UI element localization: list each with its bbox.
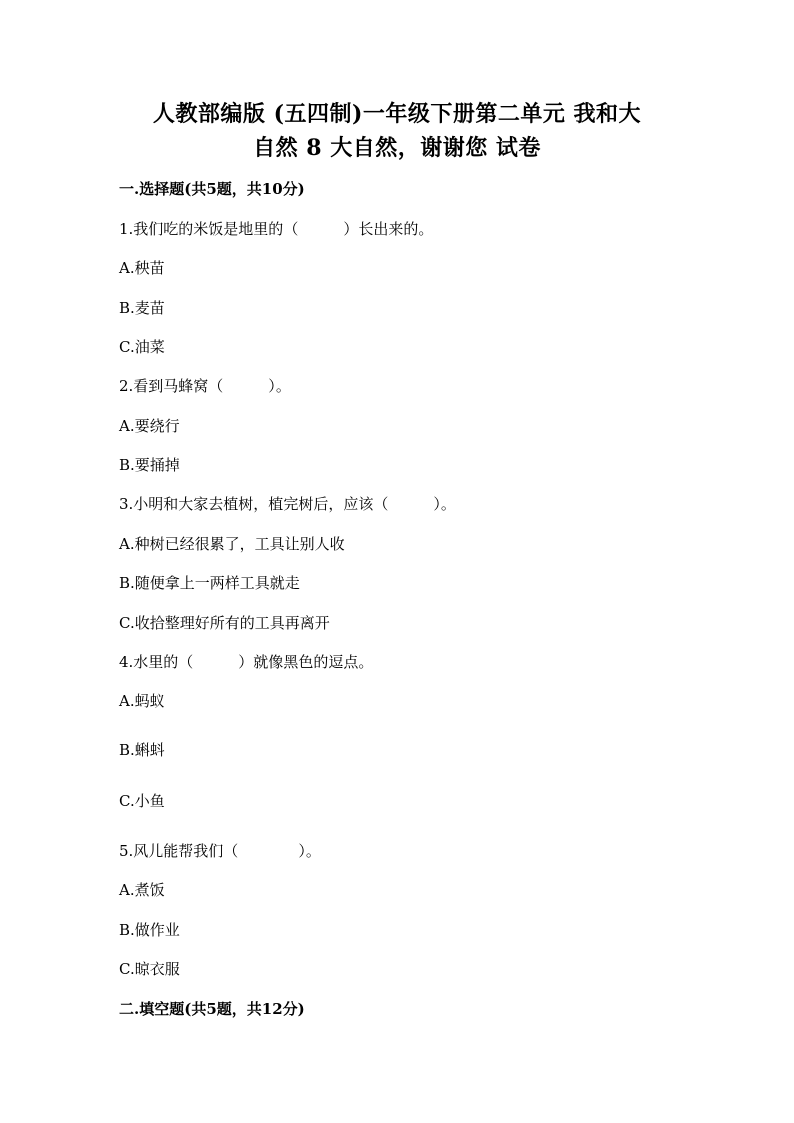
question-2-option-b: B.要捅掉 xyxy=(119,456,180,474)
question-1-option-a: A.秧苗 xyxy=(119,259,165,277)
question-3-option-b: B.随便拿上一两样工具就走 xyxy=(119,574,300,592)
question-4-option-c: C.小鱼 xyxy=(119,792,165,810)
question-3-option-a: A.种树已经很累了，工具让别人收 xyxy=(119,535,345,553)
question-5-option-b: B.做作业 xyxy=(119,921,180,939)
question-4: 4.水里的（ ）就像黑色的逗点。 xyxy=(119,653,374,671)
question-1: 1.我们吃的米饭是地里的（ ）长出来的。 xyxy=(119,220,434,238)
question-5-option-a: A.煮饭 xyxy=(119,881,165,899)
question-5: 5.风儿能帮我们（ ）。 xyxy=(119,842,321,860)
question-1-option-b: B.麦苗 xyxy=(119,299,165,317)
question-2-option-a: A.要绕行 xyxy=(119,417,180,435)
question-5-option-c: C.晾衣服 xyxy=(119,960,180,978)
question-3-option-c: C.收拾整理好所有的工具再离开 xyxy=(119,614,330,632)
question-4-option-a: A.蚂蚁 xyxy=(119,692,165,710)
exam-title-line-1: 人教部编版 (五四制)一年级下册第二单元 我和大 xyxy=(152,101,642,127)
section-heading-choice: 一.选择题(共5题，共10分) xyxy=(119,180,305,198)
question-3: 3.小明和大家去植树，植完树后，应该（ ）。 xyxy=(119,495,456,513)
question-2: 2.看到马蜂窝（ ）。 xyxy=(119,377,291,395)
section-heading-fill-in: 二.填空题(共5题，共12分) xyxy=(119,1000,305,1018)
exam-title-line-2: 自然 8 大自然，谢谢您 试卷 xyxy=(253,135,541,161)
question-1-option-c: C.油菜 xyxy=(119,338,165,356)
question-4-option-b: B.蝌蚪 xyxy=(119,741,165,759)
